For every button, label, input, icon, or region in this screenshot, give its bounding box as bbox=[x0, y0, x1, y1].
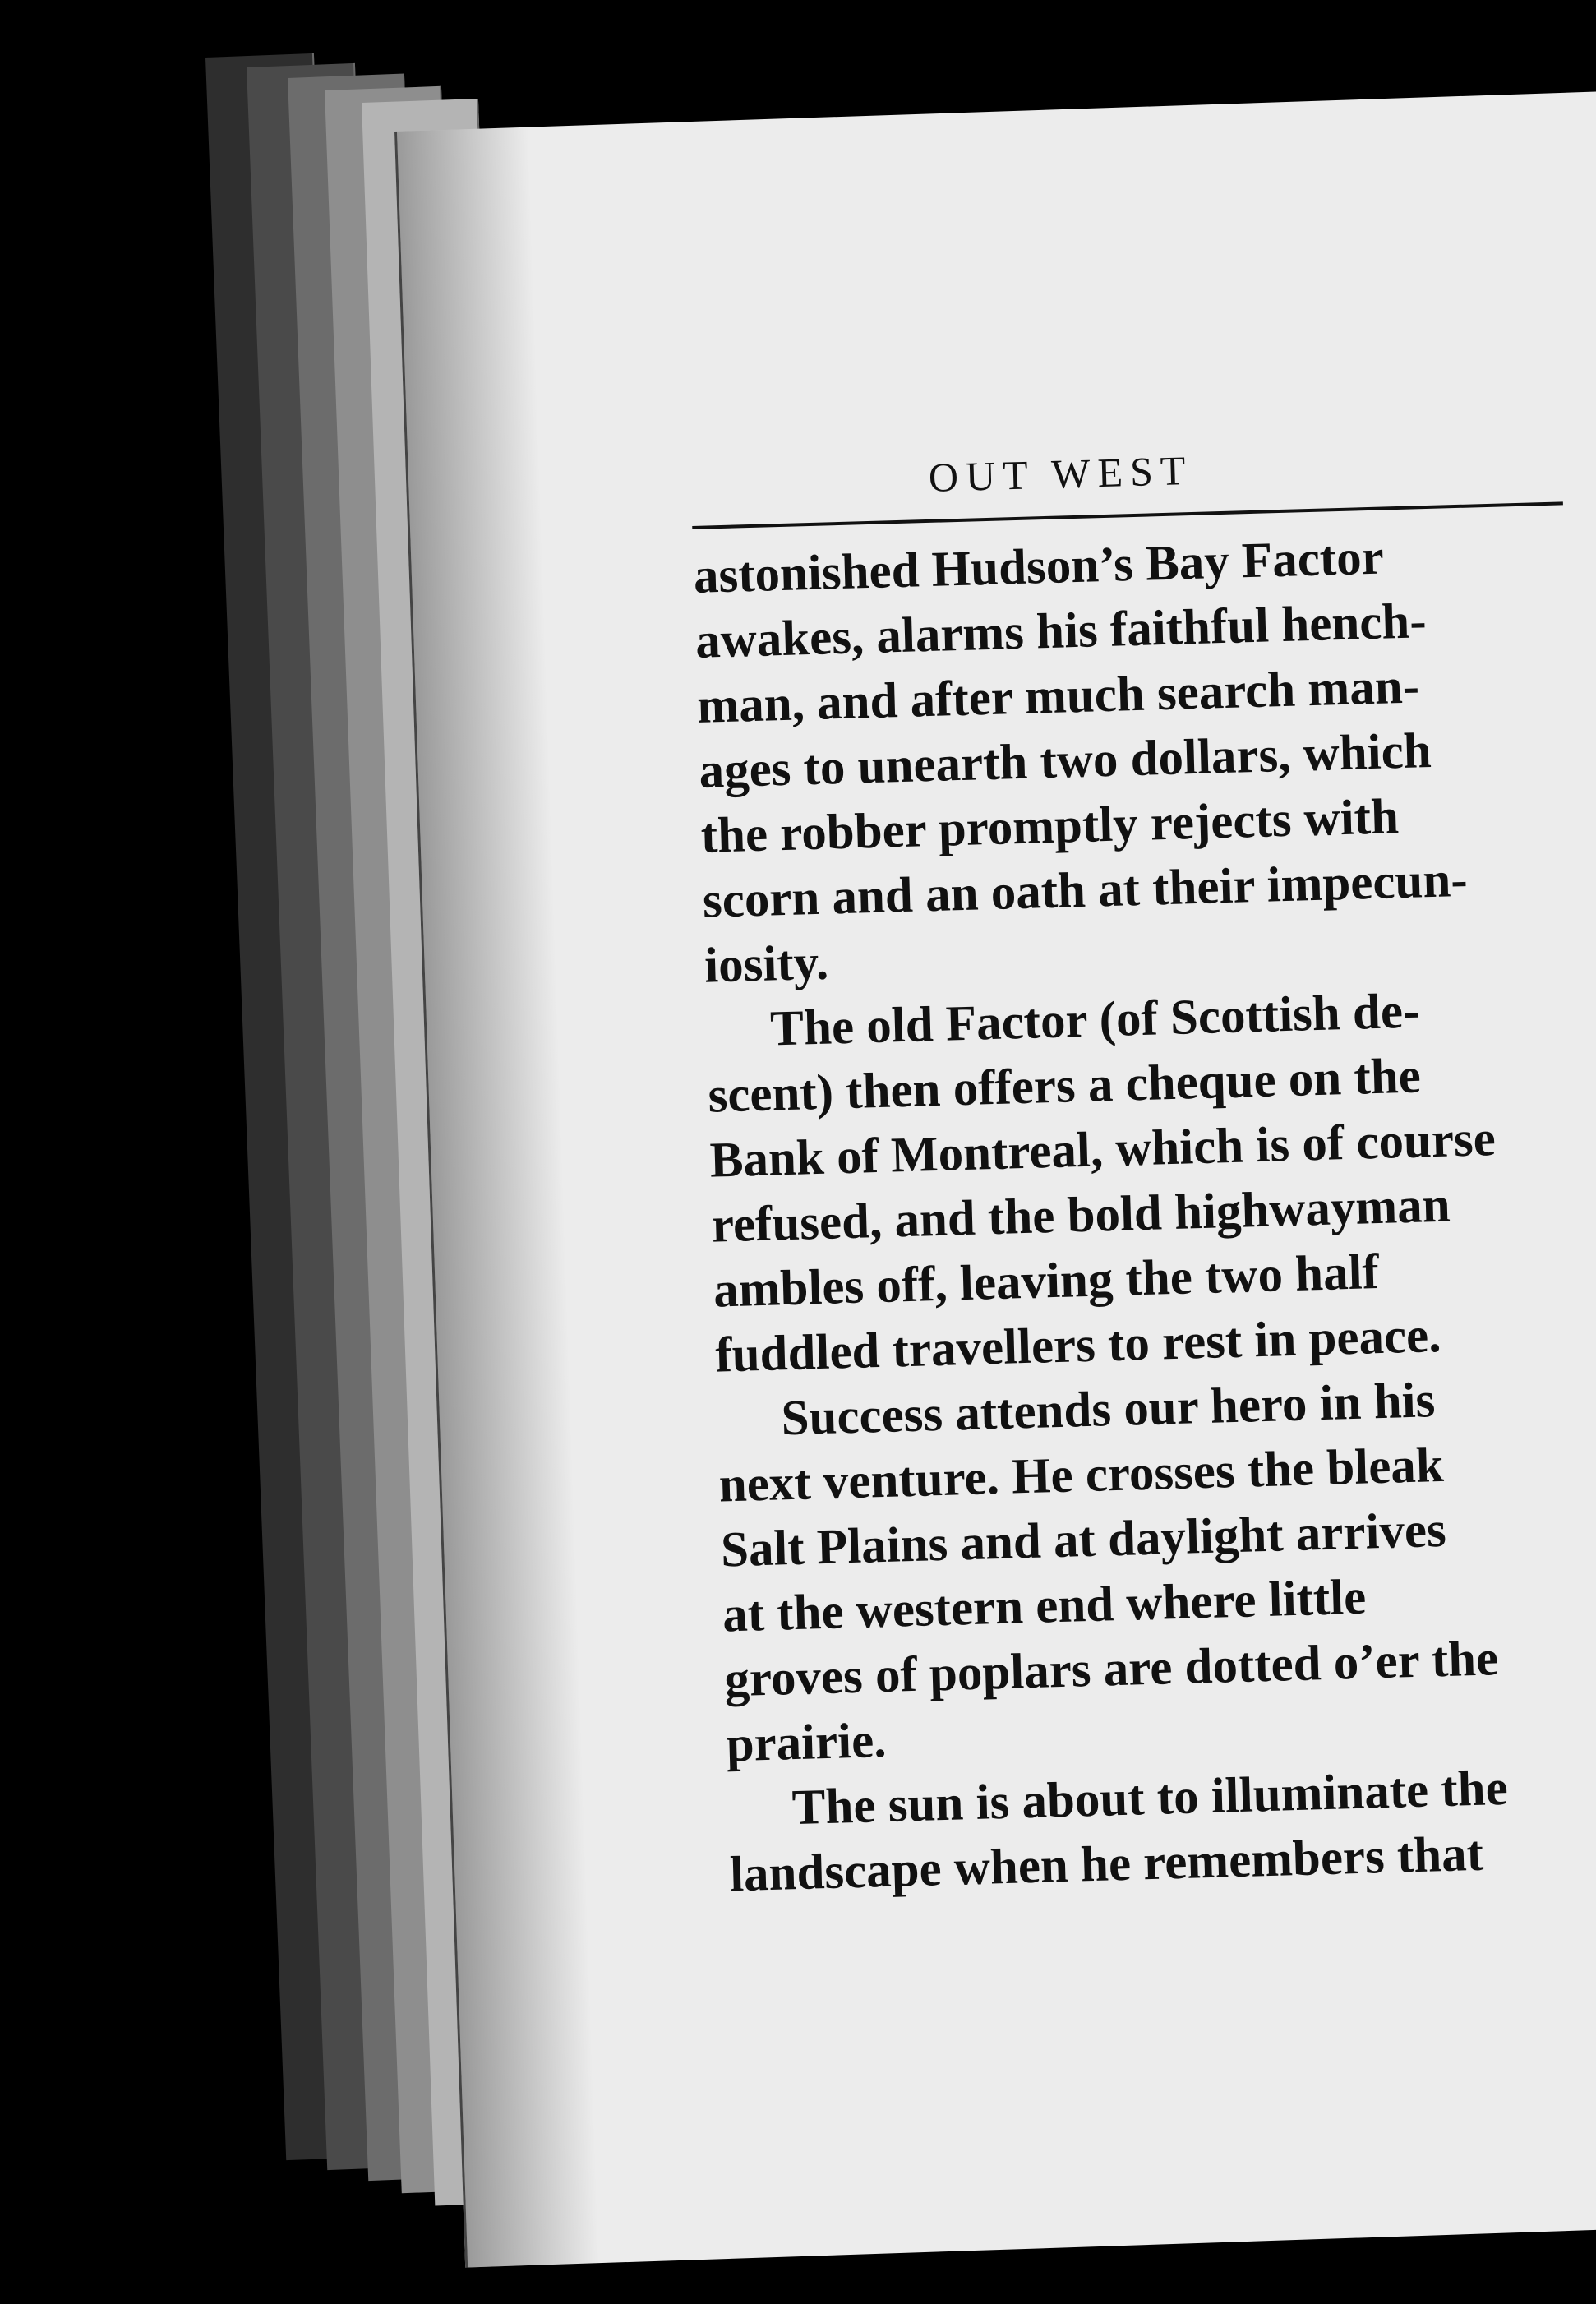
paragraph bbox=[705, 973, 1596, 1388]
text-line: man, and after much search man- bbox=[696, 658, 1420, 734]
text-block bbox=[690, 436, 1596, 1907]
text-line: awakes, alarms his faithful hench- bbox=[694, 593, 1428, 669]
text-line: astonished Hudson’s Bay Factor bbox=[693, 529, 1385, 604]
text-line: ages to unearth two dollars, which bbox=[698, 723, 1432, 799]
text-line: prairie. bbox=[725, 1712, 888, 1773]
text-line: The sun is about to illuminate the bbox=[791, 1760, 1509, 1836]
text-line: landscape when he remembers that bbox=[729, 1826, 1484, 1903]
text-line: scent) then offers a cheque on the bbox=[707, 1048, 1422, 1124]
text-line: iosity. bbox=[703, 935, 829, 994]
paragraph bbox=[717, 1363, 1596, 1778]
text-line: groves of poplars are dotted o’er the bbox=[723, 1631, 1500, 1708]
text-line: The old Factor (of Scottish de- bbox=[769, 983, 1421, 1057]
text-line: refused, and the bold highwayman bbox=[711, 1177, 1451, 1254]
running-head: OUT WEST bbox=[928, 446, 1194, 501]
text-line: fuddled travellers to rest in peace. bbox=[714, 1307, 1442, 1383]
paragraph bbox=[693, 519, 1596, 998]
text-line: the robber promptly rejects with bbox=[699, 789, 1400, 864]
text-line: Success attends our hero in his bbox=[780, 1373, 1437, 1447]
text-line: Salt Plains and at daylight arrives bbox=[720, 1502, 1447, 1578]
paragraph bbox=[727, 1752, 1596, 1908]
text-line: next venture. He crosses the bleak bbox=[717, 1437, 1445, 1513]
text-line: Bank of Montreal, which is of course bbox=[708, 1110, 1497, 1189]
text-line: ambles off, leaving the two half bbox=[713, 1244, 1380, 1318]
text-line: at the western end where little bbox=[722, 1569, 1368, 1643]
text-line: scorn and an oath at their impecun- bbox=[702, 852, 1469, 929]
